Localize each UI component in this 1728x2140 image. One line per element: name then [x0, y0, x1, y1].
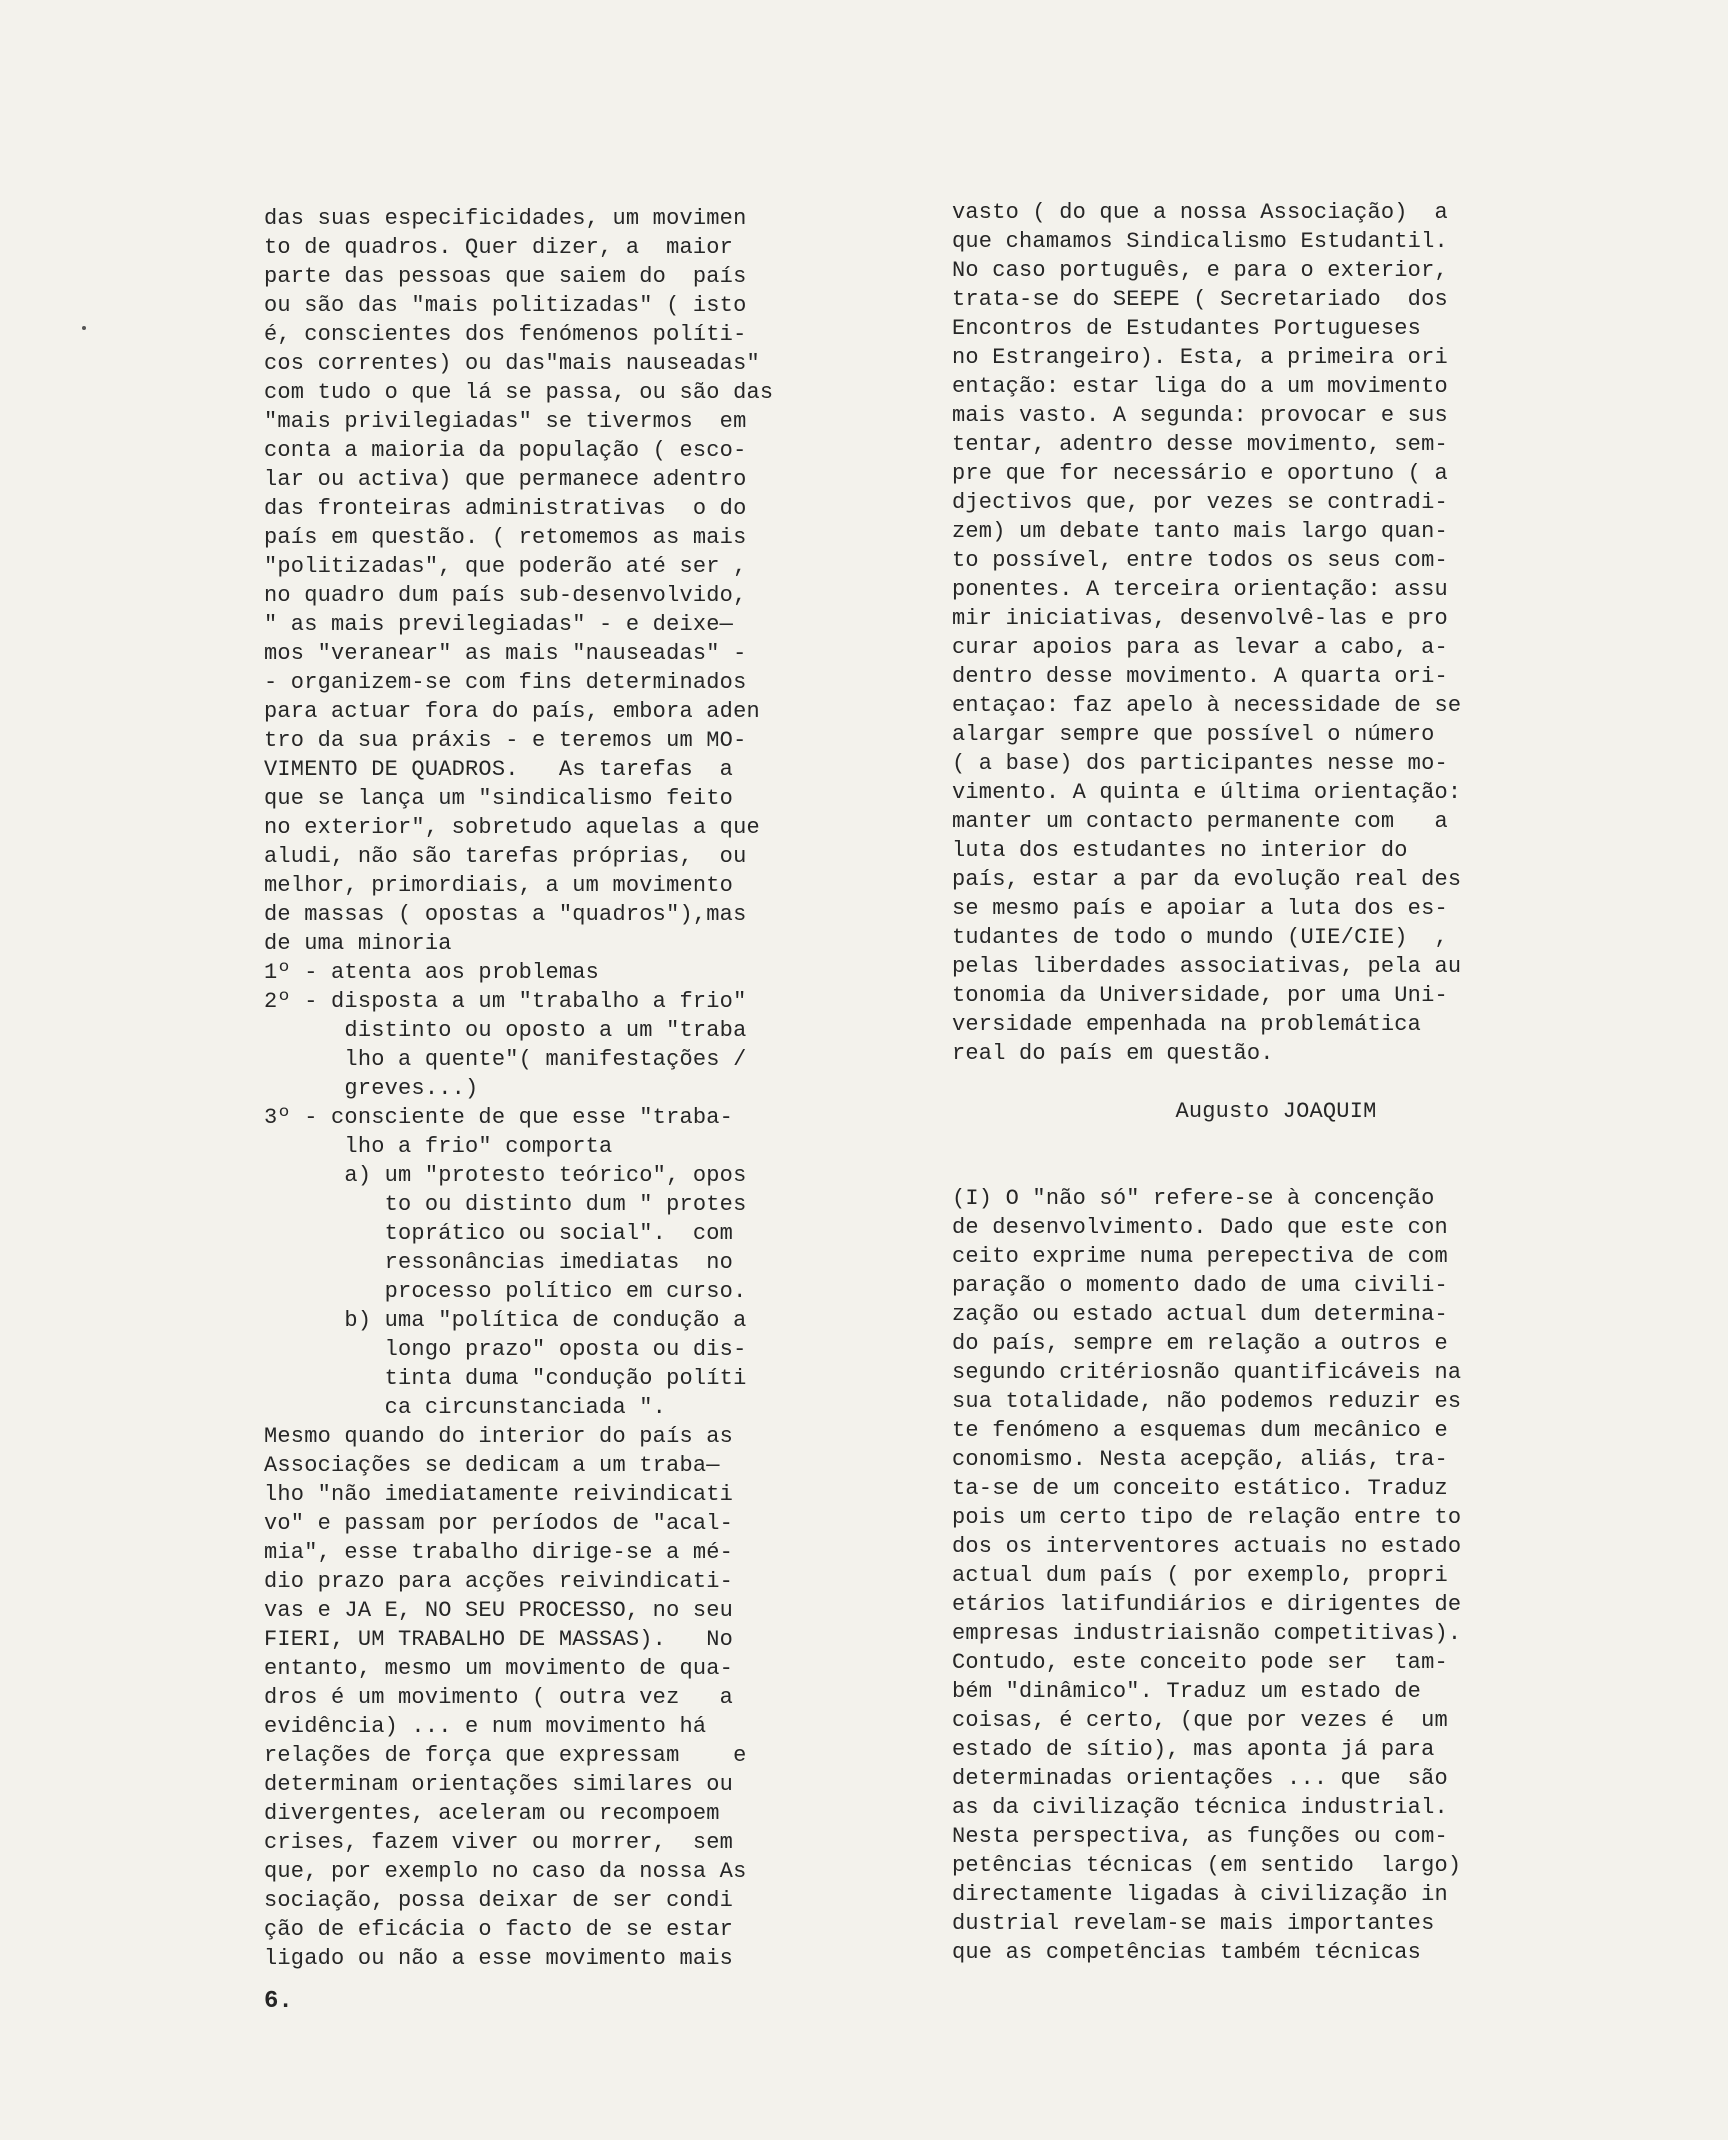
text-line: tentar, adentro desse movimento, sem-	[952, 432, 1448, 457]
text-line: entaçao: faz apelo à necessidade de se	[952, 693, 1462, 718]
footnote-line: ceito exprime numa perepectiva de com	[952, 1244, 1448, 1269]
text-line: vas e JA E, NO SEU PROCESSO, no seu	[264, 1598, 734, 1623]
text-line: longo prazo" oposta ou dis-	[264, 1337, 747, 1362]
text-line: tinta duma "condução políti	[264, 1366, 747, 1391]
text-line: evidência) ... e num movimento há	[264, 1714, 707, 1739]
text-line: aludi, não são tarefas próprias, ou	[264, 844, 747, 869]
text-line: mir iniciativas, desenvolvê-las e pro	[952, 606, 1448, 631]
text-line: curar apoios para as levar a cabo, a-	[952, 635, 1448, 660]
text-line: pelas liberdades associativas, pela au	[952, 954, 1462, 979]
text-line: greves...)	[264, 1076, 479, 1101]
text-line: 1º - atenta aos problemas	[264, 960, 600, 985]
text-line: das suas especificidades, um movimen	[264, 206, 747, 231]
text-line: tudantes de todo o mundo (UIE/CIE) ,	[952, 925, 1448, 950]
text-line: dio prazo para acções reivindicati-	[264, 1569, 734, 1594]
text-line: 2º - disposta a um "trabalho a frio"	[264, 989, 747, 1014]
text-line: ligado ou não a esse movimento mais	[264, 1946, 734, 1971]
footnote-line: (I) O "não só" refere-se à concenção	[952, 1186, 1435, 1211]
right-column	[952, 198, 1520, 1967]
text-line: conta a maioria da população ( esco-	[264, 438, 747, 463]
footnote-line: as da civilização técnica industrial.	[952, 1795, 1448, 1820]
text-line: real do país em questão.	[952, 1041, 1274, 1066]
text-line: tro da sua práxis - e teremos um MO-	[264, 728, 747, 753]
text-line: alargar sempre que possível o número	[952, 722, 1435, 747]
footnote-line: conomismo. Nesta acepção, aliás, tra-	[952, 1447, 1448, 1472]
text-line: ( a base) dos participantes nesse mo-	[952, 751, 1448, 776]
text-line: dentro desse movimento. A quarta ori-	[952, 664, 1448, 689]
text-line: to possível, entre todos os seus com-	[952, 548, 1448, 573]
text-line: de uma minoria	[264, 931, 452, 956]
text-line: mais vasto. A segunda: provocar e sus	[952, 403, 1448, 428]
text-line: ca circunstanciada ".	[264, 1395, 667, 1420]
text-line: Associações se dedicam a um traba—	[264, 1453, 720, 1478]
right-column-body	[952, 198, 1520, 1068]
footnote-line: que as competências também técnicas	[952, 1940, 1422, 1965]
footnote	[952, 1184, 1520, 1967]
text-line: das fronteiras administrativas o do	[264, 496, 747, 521]
text-line: trata-se do SEEPE ( Secretariado dos	[952, 287, 1448, 312]
text-line: é, conscientes dos fenómenos políti-	[264, 322, 747, 347]
text-line: b) uma "política de condução a	[264, 1308, 747, 1333]
text-line: sociação, possa deixar de ser condi	[264, 1888, 734, 1913]
text-line: vimento. A quinta e última orientação:	[952, 780, 1462, 805]
text-line: de massas ( opostas a "quadros"),mas	[264, 902, 747, 927]
text-line: crises, fazem viver ou morrer, sem	[264, 1830, 734, 1855]
footnote-line: sua totalidade, não podemos reduzir es	[952, 1389, 1462, 1414]
text-line: dros é um movimento ( outra vez a	[264, 1685, 734, 1710]
text-line: mos "veranear" as mais "nauseadas" -	[264, 641, 747, 666]
footnote-line: ta-se de um conceito estático. Traduz	[952, 1476, 1448, 1501]
text-line: VIMENTO DE QUADROS. As tarefas a	[264, 757, 734, 782]
text-line: ressonâncias imediatas no	[264, 1250, 734, 1275]
text-line: "politizadas", que poderão até ser ,	[264, 554, 747, 579]
text-line: FIERI, UM TRABALHO DE MASSAS). No	[264, 1627, 734, 1652]
left-column	[264, 204, 824, 1973]
footnote-line: paração o momento dado de uma civili-	[952, 1273, 1448, 1298]
footnote-line: determinadas orientações ... que são	[952, 1766, 1448, 1791]
text-line: país em questão. ( retomemos as mais	[264, 525, 747, 550]
text-line: tonomia da Universidade, por uma Uni-	[952, 983, 1448, 1008]
footnote-line: Contudo, este conceito pode ser tam-	[952, 1650, 1448, 1675]
text-line: processo político em curso.	[264, 1279, 747, 1304]
scan-speck	[82, 326, 86, 330]
text-line: vasto ( do que a nossa Associação) a	[952, 200, 1448, 225]
text-line: 3º - consciente de que esse "traba-	[264, 1105, 734, 1130]
footnote-line: Nesta perspectiva, as funções ou com-	[952, 1824, 1448, 1849]
footnote-line: pois um certo tipo de relação entre to	[952, 1505, 1462, 1530]
text-line: no exterior", sobretudo aquelas a que	[264, 815, 760, 840]
footnote-line: estado de sítio), mas aponta já para	[952, 1737, 1435, 1762]
text-line: no quadro dum país sub-desenvolvido,	[264, 583, 747, 608]
footnote-line: de desenvolvimento. Dado que este con	[952, 1215, 1448, 1240]
text-line: No caso português, e para o exterior,	[952, 258, 1448, 283]
text-line: com tudo o que lá se passa, ou são das	[264, 380, 774, 405]
text-line: djectivos que, por vezes se contradi-	[952, 490, 1448, 515]
footnote-line: actual dum país ( por exemplo, propri	[952, 1563, 1448, 1588]
text-line: ou são das "mais politizadas" ( isto	[264, 293, 747, 318]
text-line: distinto ou oposto a um "traba	[264, 1018, 747, 1043]
text-line: lho a quente"( manifestações /	[264, 1047, 747, 1072]
text-line: vo" e passam por períodos de "acal-	[264, 1511, 734, 1536]
text-line: lar ou activa) que permanece adentro	[264, 467, 747, 492]
text-line: zem) um debate tanto mais largo quan-	[952, 519, 1448, 544]
text-line: que chamamos Sindicalismo Estudantil.	[952, 229, 1448, 254]
footnote-line: etários latifundiários e dirigentes de	[952, 1592, 1462, 1617]
text-line: "mais privilegiadas" se tivermos em	[264, 409, 747, 434]
text-line: luta dos estudantes no interior do	[952, 838, 1408, 863]
text-line: para actuar fora do país, embora aden	[264, 699, 760, 724]
author-signature: Augusto JOAQUIM	[1175, 1099, 1377, 1124]
text-line: toprático ou social". com	[264, 1221, 734, 1246]
footnote-line: petências técnicas (em sentido largo)	[952, 1853, 1462, 1878]
footnote-line: do país, sempre em relação a outros e	[952, 1331, 1448, 1356]
text-line: lho a frio" comporta	[264, 1134, 613, 1159]
text-line: a) um "protesto teórico", opos	[264, 1163, 747, 1188]
text-line: Encontros de Estudantes Portugueses	[952, 316, 1422, 341]
text-line: manter um contacto permanente com a	[952, 809, 1448, 834]
text-line: relações de força que expressam e	[264, 1743, 747, 1768]
footnote-line: bém "dinâmico". Traduz um estado de	[952, 1679, 1422, 1704]
footnote-line: segundo critériosnão quantificáveis na	[952, 1360, 1462, 1385]
text-line: pre que for necessário e oportuno ( a	[952, 461, 1448, 486]
text-line: to de quadros. Quer dizer, a maior	[264, 235, 734, 260]
text-line: lho "não imediatamente reivindicati	[264, 1482, 734, 1507]
text-line: parte das pessoas que saiem do país	[264, 264, 747, 289]
footnote-line: dos os interventores actuais no estado	[952, 1534, 1462, 1559]
text-line: - organizem-se com fins determinados	[264, 670, 747, 695]
footnote-line: coisas, é certo, (que por vezes é um	[952, 1708, 1448, 1733]
footnote-line: empresas industriaisnão competitivas).	[952, 1621, 1462, 1646]
text-line: divergentes, aceleram ou recompoem	[264, 1801, 720, 1826]
footnote-line: te fenómeno a esquemas dum mecânico e	[952, 1418, 1448, 1443]
text-line: cos correntes) ou das"mais nauseadas"	[264, 351, 760, 376]
text-line: ção de eficácia o facto de se estar	[264, 1917, 734, 1942]
text-line: no Estrangeiro). Esta, a primeira ori	[952, 345, 1448, 370]
text-line: se mesmo país e apoiar a luta dos es-	[952, 896, 1448, 921]
text-line: determinam orientações similares ou	[264, 1772, 734, 1797]
text-line: ponentes. A terceira orientação: assu	[952, 577, 1448, 602]
text-line: mia", esse trabalho dirige-se a mé-	[264, 1540, 734, 1565]
text-line: que, por exemplo no caso da nossa As	[264, 1859, 747, 1884]
text-line: Mesmo quando do interior do país as	[264, 1424, 734, 1449]
text-line: versidade empenhada na problemática	[952, 1012, 1422, 1037]
text-line: to ou distinto dum " protes	[264, 1192, 747, 1217]
text-line: entanto, mesmo um movimento de qua-	[264, 1656, 734, 1681]
page-number: 6.	[264, 1988, 293, 2015]
text-line: país, estar a par da evolução real des	[952, 867, 1462, 892]
footnote-line: directamente ligadas à civilização in	[952, 1882, 1448, 1907]
text-line: " as mais previlegiadas" - e deixe—	[264, 612, 734, 637]
text-line: melhor, primordiais, a um movimento	[264, 873, 734, 898]
text-line: que se lança um "sindicalismo feito	[264, 786, 734, 811]
text-line: entação: estar liga do a um movimento	[952, 374, 1448, 399]
footnote-line: dustrial revelam-se mais importantes	[952, 1911, 1435, 1936]
footnote-line: zação ou estado actual dum determina-	[952, 1302, 1448, 1327]
